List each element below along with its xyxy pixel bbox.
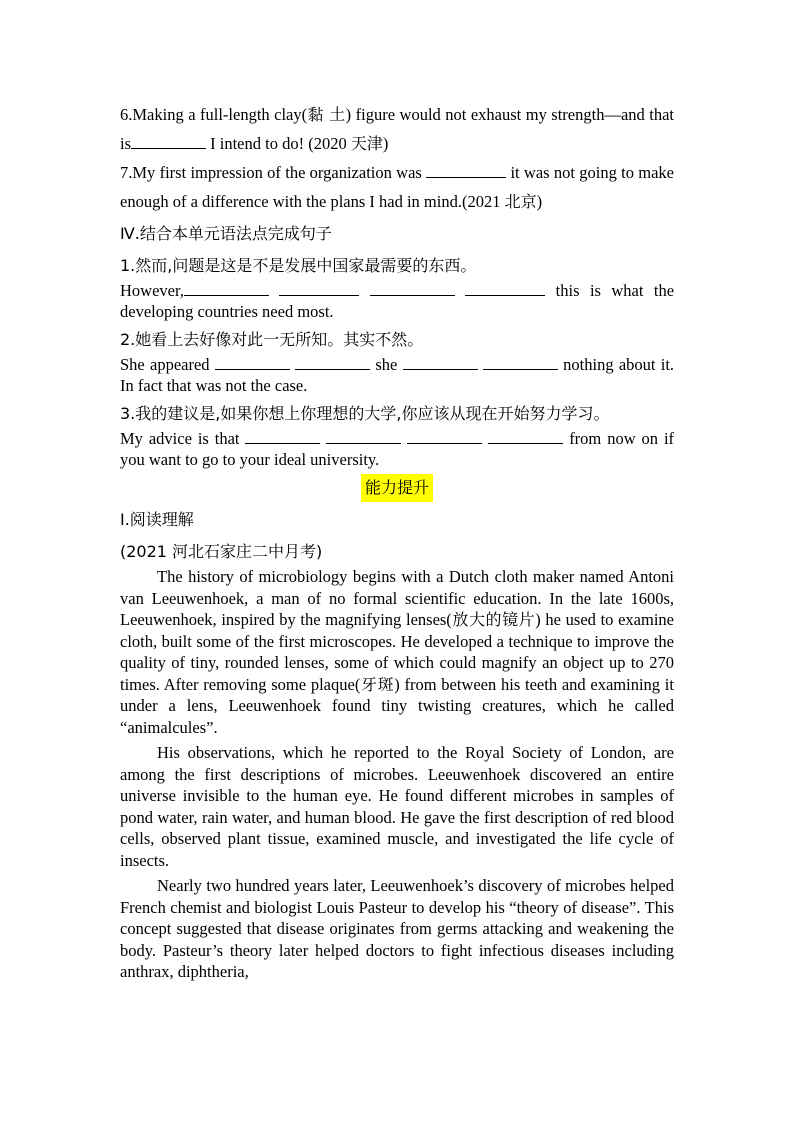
reading-source: (2021 河北石家庄二中月考)	[120, 542, 323, 561]
reading-title: Ⅰ.阅读理解	[120, 510, 194, 529]
chinese-gloss: 牙斑	[360, 674, 395, 694]
chinese-gloss: 放大的镜片	[451, 610, 536, 629]
source-tag: 天津	[350, 134, 383, 153]
answer-blank[interactable]	[279, 280, 359, 296]
reading-paragraph-2: His observations, which he reported to the Royal Society of London, are among the first descriptions of microbes. Leeuwenhoek discovered an entire universe invisible to the human eye. He found different microbes in samples of pond water, rain water, and human blood. He gave the first description of red blood cells, observed plant tissue, examined muscle, and investigated the life cycle of insects.	[120, 743, 674, 870]
answer-blank[interactable]	[488, 428, 563, 444]
sentence-1-chinese: 1.然而,问题是这是不是发展中国家最需要的东西。	[120, 256, 477, 275]
question-7: 7.My first impression of the organization was it was not going to make enough of a difference with the plans I had in mind.(2021 北京)	[120, 163, 674, 211]
ability-badge-row	[120, 474, 674, 502]
answer-blank[interactable]	[426, 162, 506, 178]
section-4-title: Ⅳ.结合本单元语法点完成句子	[120, 224, 332, 243]
ability-badge: 能力提升	[361, 474, 433, 502]
sentence-2-chinese: 2.她看上去好像对此一无所知。其实不然。	[120, 330, 424, 349]
reading-paragraph-3: Nearly two hundred years later, Leeuwenhoek’s discovery of microbes helped French chemist and biologist Louis Pasteur to develop his “theory of disease”. This concept suggested that disease originates from germs attacking and weakening the body. Pasteur’s theory later helped doctors to fight infectious diseases including anthrax, diphtheria,	[120, 876, 674, 981]
answer-blank[interactable]	[131, 133, 206, 149]
sentence-3-chinese: 3.我的建议是,如果你想上你理想的大学,你应该从现在开始努力学习。	[120, 404, 610, 423]
sentence-1-english: However, this is what the developing countries need most.	[120, 281, 675, 321]
question-6: 6.Making a full-length clay(黏 土) figure would not exhaust my strength—and that is I intend to do! (2020 天津)	[120, 105, 675, 153]
answer-blank[interactable]	[465, 280, 545, 296]
sentence-2-english: She appeared she nothing about it. In fact that was not the case.	[120, 355, 675, 395]
sentence-3-english: My advice is that from now on if you want to go to your ideal university.	[120, 429, 675, 469]
answer-blank[interactable]	[295, 354, 370, 370]
answer-blank[interactable]	[403, 354, 478, 370]
answer-blank[interactable]	[326, 428, 401, 444]
answer-blank[interactable]	[483, 354, 558, 370]
answer-blank[interactable]	[245, 428, 320, 444]
chinese-gloss: 黏 土	[307, 105, 346, 124]
answer-blank[interactable]	[184, 280, 269, 296]
reading-paragraph-1: The history of microbiology begins with a Dutch cloth maker named Antoni van Leeuwenhoek, a man of no formal scientific education. In the late 1600s, Leeuwenhoek, inspired by the magnifying lenses(放大的镜片) he used to examine cloth, built some of the first microscopes. He developed a technique to improve the quality of tiny, rounded lenses, some of which could magnify an object up to 270 times. After removing some plaque(牙斑) from between his teeth and examining it under a lens, Leeuwenhoek found tiny twisting creatures, which he called “animalcules”.	[120, 567, 674, 737]
answer-blank[interactable]	[370, 280, 455, 296]
source-tag: 北京	[504, 192, 537, 211]
answer-blank[interactable]	[407, 428, 482, 444]
document-page	[120, 100, 674, 983]
answer-blank[interactable]	[215, 354, 290, 370]
